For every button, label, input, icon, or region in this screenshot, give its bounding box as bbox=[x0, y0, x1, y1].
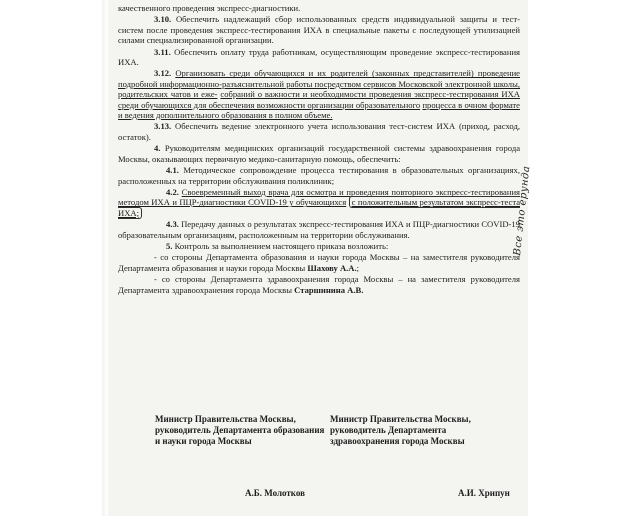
paragraph-4: 4. Руководителям медицинских организаций государственной системы здравоохранения города Москвы, оказывающих первичную медико-санитарную помощь, обеспечить: bbox=[118, 143, 521, 164]
handwritten-note: Все это ерунда bbox=[512, 165, 533, 257]
paragraph-5: 5. Контроль за выполнением настоящего приказа возложить: bbox=[166, 240, 389, 251]
signatory-name-left: А.Б. Молотков bbox=[245, 488, 306, 498]
document-body bbox=[118, 3, 520, 295]
paragraph-intro: качественного проведения экспресс-диагностики. bbox=[118, 3, 301, 13]
signature-title-right: Министр Правительства Москвы, руководитель Департамента здравоохранения города Москвы bbox=[330, 414, 471, 446]
paragraph-4-3: 4.3. Передачу данных о результатах экспресс-тестирования ИХА и ПЦР-диагностики COVID-19 образовательным организациям, расположенным на территории обслуживания. bbox=[118, 219, 520, 240]
signature-title-left: Министр Правительства Москвы, руководитель Департамента образования и науки города Москвы bbox=[155, 414, 325, 446]
signature-block-left bbox=[155, 414, 325, 447]
paragraph-3-11: 3.11. Обеспечить оплату труда работникам, осуществляющим проведение экспресс-тестирования ИХА. bbox=[118, 46, 520, 68]
signature-block-right bbox=[330, 414, 510, 447]
signatory-name-right: А.И. Хрипун bbox=[458, 488, 510, 498]
paragraph-5-health: - со стороны Департамента здравоохранения города Москвы – на заместителя руководителя Департамента здравоохранения города Москвы Старшинина А.В. bbox=[118, 274, 520, 295]
paragraph-3-12: 3.12. Организовать среди обучающихся и их родителей (законных представителей) проведение подробной информационно-разъяснительной работы посредством сервисов Московской электронной школы, родительских чатов и еже- собраний о важности и необходимости проведения экспресс-тестирования ИХА среди обучающихся для обеспечения возможности организации образовательного процесса в очном формате и ведения дополнительного образования в полном объеме. bbox=[118, 68, 521, 121]
paragraph-3-10: 3.10. Обеспечить надлежащий сбор использованных средств индивидуальной защиты и тест-систем после проведения экспресс-тестирования ИХА в специальные пакеты с последующей утилизацией силами специализированной организации. bbox=[118, 14, 520, 46]
paragraph-4-2: 4.2. Своевременный выход врача для осмотра и проведения повторного экспресс-тестирования методом ИХА и ПЦР-диагностики COVID-19 у обучающихся с положительным результатом экспресс-теста ИХА; bbox=[118, 186, 521, 218]
paragraph-4-1: 4.1. Методическое сопровождение процесса тестирования в образовательных организациях, расположенных на территории обслуживания поликлиник; bbox=[118, 165, 520, 186]
paragraph-3-13: 3.13. Обеспечить ведение электронного учета использования тест-систем ИХА (приход, расход, остаток). bbox=[118, 121, 520, 142]
paragraph-5-education: - со стороны Департамента образования и науки города Москвы – на заместителя руководителя Департамента образования и науки города Москвы Шахову А.А.; bbox=[118, 252, 520, 273]
